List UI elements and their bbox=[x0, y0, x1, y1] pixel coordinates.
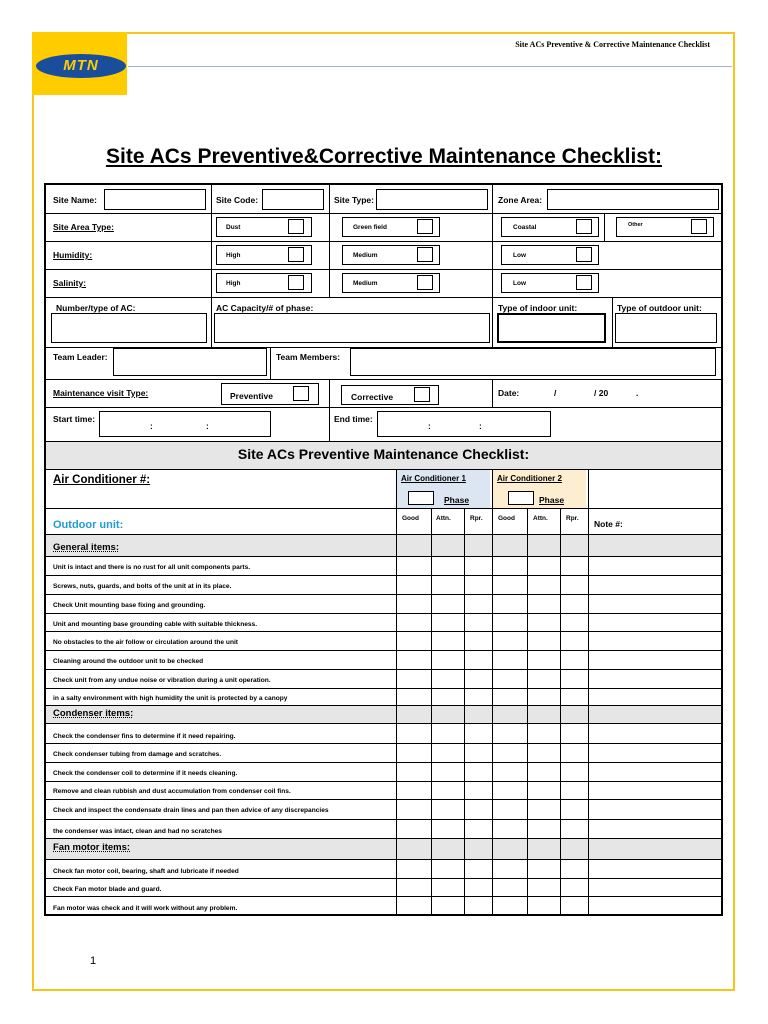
team-members-field[interactable] bbox=[350, 348, 716, 376]
salinity-low-checkbox[interactable] bbox=[576, 275, 592, 290]
end-time-label: End time: bbox=[334, 414, 373, 424]
checklist-item: Cleaning around the outdoor unit to be checked bbox=[53, 658, 204, 665]
visit-type-label: Maintenance visit Type: bbox=[53, 388, 149, 398]
start-time-label: Start time: bbox=[53, 414, 96, 424]
mtn-logo-text: MTN bbox=[63, 57, 99, 74]
team-leader-field[interactable] bbox=[113, 348, 267, 376]
salinity-medium-label: Medium bbox=[353, 280, 378, 287]
coastal-label: Coastal bbox=[513, 224, 537, 231]
start-time-field[interactable] bbox=[99, 411, 271, 437]
site-code-field[interactable] bbox=[262, 189, 324, 210]
ac2-attn-header: Attn. bbox=[533, 515, 548, 522]
condenser-items-header: Condenser items: bbox=[53, 708, 134, 719]
dust-checkbox[interactable] bbox=[288, 219, 304, 234]
humidity-high-checkbox[interactable] bbox=[288, 247, 304, 262]
end-time-field[interactable] bbox=[377, 411, 551, 437]
ac-capacity-field[interactable] bbox=[214, 313, 490, 343]
checklist-item: Check and inspect the condensate drain lines and pan then advice of any discrepancies bbox=[53, 807, 329, 814]
checklist-item: Check condenser tubing from damage and scratches. bbox=[53, 751, 222, 758]
checklist-item: Check the condenser coil to determine if it needs cleaning. bbox=[53, 770, 238, 777]
dust-label: Dust bbox=[226, 224, 241, 231]
checklist-item: Check fan motor coil, bearing, shaft and lubricate if needed bbox=[53, 868, 239, 875]
ac2-good-header: Good bbox=[498, 515, 515, 522]
checklist-item: Unit is intact and there is no rust for all unit components parts. bbox=[53, 564, 251, 571]
header-divider bbox=[128, 66, 732, 67]
team-members-label: Team Members: bbox=[276, 352, 341, 362]
green-field-label: Green field bbox=[353, 224, 387, 231]
humidity-low-checkbox[interactable] bbox=[576, 247, 592, 262]
checklist-title: Site ACs Preventive Maintenance Checklist: bbox=[237, 446, 530, 462]
green-field-checkbox[interactable] bbox=[417, 219, 433, 234]
general-items-header: General items: bbox=[53, 542, 119, 553]
ac2-phase-label: Phase bbox=[539, 495, 565, 505]
indoor-unit-field[interactable] bbox=[497, 313, 606, 343]
date-separator: / bbox=[554, 388, 557, 398]
humidity-high-label: High bbox=[226, 252, 241, 259]
humidity-medium-checkbox[interactable] bbox=[417, 247, 433, 262]
preventive-label: Preventive bbox=[230, 391, 273, 401]
checklist-item: in a salty environment with high humidity the unit is protected by a canopy bbox=[53, 695, 288, 702]
indoor-unit-label: Type of indoor unit: bbox=[498, 303, 578, 313]
salinity-high-label: High bbox=[226, 280, 241, 287]
date-year-prefix: / 20 bbox=[594, 388, 609, 398]
checklist-item: Check Fan motor blade and guard. bbox=[53, 886, 162, 893]
humidity-label: Humidity: bbox=[53, 250, 93, 260]
ac2-rpr-header: Rpr. bbox=[566, 515, 579, 522]
checklist-item: Check unit from any undue noise or vibration during a unit operation. bbox=[53, 677, 271, 684]
ac2-header: Air Conditioner 2 bbox=[497, 474, 562, 483]
corrective-checkbox[interactable] bbox=[414, 387, 430, 402]
checklist-item: Remove and clean rubbish and dust accumulation from condenser coil fins. bbox=[53, 788, 291, 795]
start-time-colon-1: : bbox=[150, 421, 153, 431]
date-end-dot: . bbox=[636, 388, 639, 398]
ac1-phase-label: Phase bbox=[444, 495, 470, 505]
checklist-item: Check Unit mounting base fixing and grounding. bbox=[53, 602, 206, 609]
running-header-title: Site ACs Preventive & Corrective Maintenance Checklist bbox=[515, 40, 710, 49]
outdoor-unit-type-field[interactable] bbox=[615, 313, 717, 343]
salinity-high-checkbox[interactable] bbox=[288, 275, 304, 290]
checklist-item: Screws, nuts, guards, and bolts of the unit at in its place. bbox=[53, 583, 232, 590]
outdoor-unit-label: Outdoor unit: bbox=[53, 519, 124, 531]
ac2-phase-box[interactable] bbox=[508, 491, 534, 505]
checklist-item: Check the condenser fins to determine if it need repairing. bbox=[53, 733, 236, 740]
ac-capacity-label: AC Capacity/# of phase: bbox=[216, 303, 314, 313]
salinity-label: Salinity: bbox=[53, 278, 87, 288]
salinity-medium-checkbox[interactable] bbox=[417, 275, 433, 290]
corrective-label: Corrective bbox=[351, 392, 394, 402]
site-name-label: Site Name: bbox=[53, 195, 97, 205]
checklist-form bbox=[44, 183, 723, 916]
site-code-label: Site Code: bbox=[216, 195, 259, 205]
ac1-rpr-header: Rpr. bbox=[470, 515, 483, 522]
outdoor-unit-type-label: Type of outdoor unit: bbox=[617, 303, 702, 313]
site-type-label: Site Type: bbox=[334, 195, 374, 205]
fan-motor-items-header: Fan motor items: bbox=[53, 842, 131, 853]
start-time-colon-2: : bbox=[206, 421, 209, 431]
checklist-item: No obstacles to the air follow or circulation around the unit bbox=[53, 639, 239, 646]
zone-area-field[interactable] bbox=[547, 189, 719, 210]
site-area-type-label: Site Area Type: bbox=[53, 222, 114, 232]
date-label: Date: bbox=[498, 388, 520, 398]
note-header: Note #: bbox=[594, 519, 623, 529]
ac1-phase-box[interactable] bbox=[408, 491, 434, 505]
ac1-attn-header: Attn. bbox=[436, 515, 451, 522]
checklist-item: the condenser was intact, clean and had no scratches bbox=[53, 828, 222, 835]
other-checkbox[interactable] bbox=[691, 219, 707, 234]
page-number: 1 bbox=[90, 955, 97, 967]
site-name-field[interactable] bbox=[104, 189, 206, 210]
coastal-checkbox[interactable] bbox=[576, 219, 592, 234]
air-conditioner-number-label: Air Conditioner #: bbox=[53, 474, 151, 486]
site-type-field[interactable] bbox=[376, 189, 488, 210]
page-title: Site ACs Preventive&Corrective Maintenance Checklist: bbox=[106, 145, 662, 168]
ac1-header: Air Conditioner 1 bbox=[401, 474, 466, 483]
end-time-colon-1: : bbox=[428, 421, 431, 431]
checklist-item: Unit and mounting base grounding cable with suitable thickness. bbox=[53, 621, 258, 628]
preventive-checkbox[interactable] bbox=[293, 386, 309, 401]
humidity-medium-label: Medium bbox=[353, 252, 378, 259]
team-leader-label: Team Leader: bbox=[53, 352, 108, 362]
number-type-ac-field[interactable] bbox=[51, 313, 207, 343]
checklist-item: Fan motor was check and it will work without any problem. bbox=[53, 905, 238, 912]
zone-area-label: Zone Area: bbox=[498, 195, 543, 205]
other-label: Other bbox=[628, 222, 643, 228]
number-type-ac-label: Number/type of AC: bbox=[56, 303, 136, 313]
humidity-low-label: Low bbox=[513, 252, 526, 259]
salinity-low-label: Low bbox=[513, 280, 526, 287]
ac1-good-header: Good bbox=[402, 515, 419, 522]
end-time-colon-2: : bbox=[479, 421, 482, 431]
